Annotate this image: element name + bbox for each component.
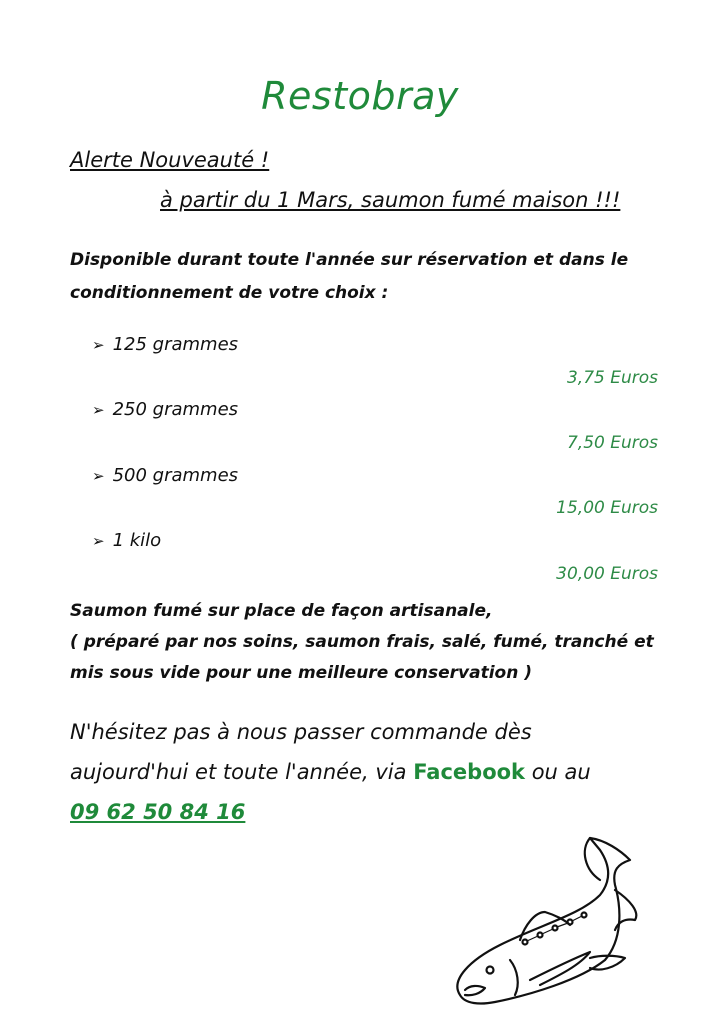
list-item	[92, 465, 238, 486]
salmon-fish-icon	[440, 830, 650, 1015]
item-label: 250 grammes	[112, 399, 239, 420]
arrowhead-bullet-icon: ➢	[92, 467, 105, 485]
description-line-3: mis sous vide pour une meilleure conservation )	[70, 663, 533, 683]
facebook-link[interactable]: Facebook	[413, 760, 526, 784]
call-to-action	[70, 712, 670, 832]
arrowhead-bullet-icon: ➢	[92, 401, 105, 419]
list-item	[92, 530, 161, 551]
item-label: 1 kilo	[112, 530, 162, 551]
cta-text: aujourd'hui et toute l'année, via	[70, 760, 414, 784]
item-label: 125 grammes	[112, 334, 239, 355]
cta-text: ou au	[525, 760, 591, 784]
arrowhead-bullet-icon: ➢	[92, 532, 105, 550]
list-item	[92, 399, 238, 420]
description-line-1: Saumon fumé sur place de façon artisanale,	[70, 601, 493, 621]
phone-link[interactable]: 09 62 50 84 16	[70, 800, 246, 824]
item-price: 3,75 Euros	[566, 368, 658, 388]
description-line-2: ( préparé par nos soins, saumon frais, salé, fumé, tranché et	[70, 632, 654, 652]
item-label: 500 grammes	[112, 465, 239, 486]
item-price: 7,50 Euros	[566, 433, 658, 453]
description-paragraph	[70, 596, 670, 689]
arrowhead-bullet-icon: ➢	[92, 336, 105, 354]
alert-subheading: à partir du 1 Mars, saumon fumé maison !!!	[160, 188, 621, 212]
cta-line-2	[70, 752, 670, 792]
cta-line-1: N'hésitez pas à nous passer commande dès	[70, 720, 532, 744]
page-title: Restobray	[261, 74, 459, 118]
item-price: 30,00 Euros	[556, 564, 658, 584]
intro-paragraph	[70, 244, 660, 310]
alert-heading: Alerte Nouveauté !	[70, 148, 270, 172]
intro-line-1: Disponible durant toute l'année sur réservation et dans le	[70, 250, 629, 270]
item-price: 15,00 Euros	[556, 498, 658, 518]
list-item	[92, 334, 238, 355]
intro-line-2: conditionnement de votre choix :	[70, 283, 389, 303]
